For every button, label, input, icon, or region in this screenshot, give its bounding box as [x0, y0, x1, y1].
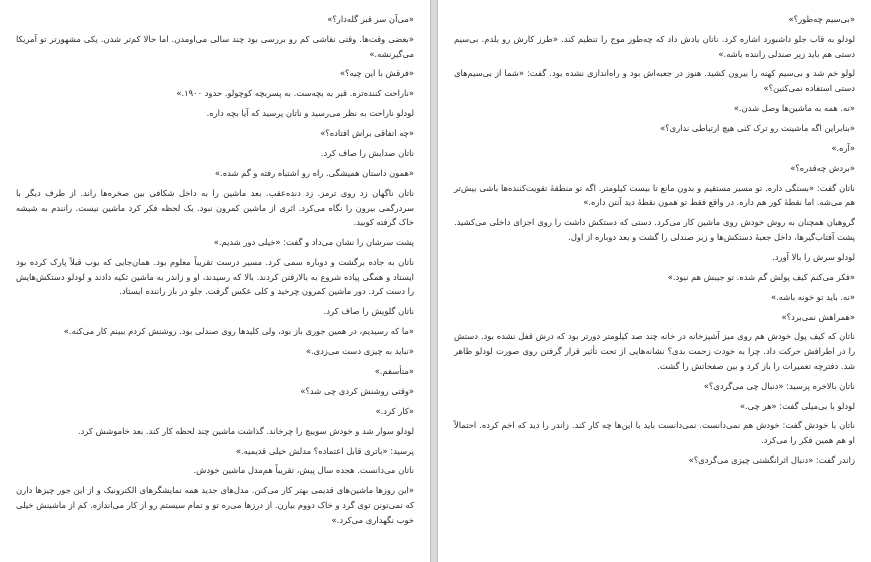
paragraph: «ما که رسیدیم، در همین جوری باز بود، ولی کلیدها روی صندلی بود. روشنش کردم ببینم کار می‌کنه.» — [63, 326, 414, 337]
paragraph: «چه اتفاقی براش افتاده؟» — [320, 128, 414, 139]
paragraph: «بعضی وقت‌ها. وقتی نقاشی کم رو بررسی بود چند سالی می‌اومدن. اما حالا کم‌تر شدن. یکی مشهورتر تو آمریکا می‌گیرنشه.» — [16, 33, 414, 59]
paragraph: «همون داستان همیشگی. راه رو اشتباه رفته و گم شده.» — [214, 167, 414, 178]
paragraph: «کار کرد.» — [375, 405, 414, 416]
paragraph: «نه. باید تو خونه باشه.» — [770, 291, 855, 302]
paragraph: ناتان گفت: «بستگی داره. تو مسیر مستقیم و بدون مانع تا بیست کیلومتر. اگه تو منطقهٔ تقویت‌کننده‌ها باشی بیش‌تر هم می‌شه. اما نقطهٔ کور هم داره. در واقع فقط تو همون نقطهٔ دید آنتن داره.» — [454, 182, 855, 208]
paragraph: لودلو سوار شد و خودش سوییچ را چرخاند. گذاشت ماشین چند لحظه کار کند. بعد خاموشش کرد. — [77, 425, 414, 436]
paragraph: «این روزها ماشین‌های قدیمی بهتر کار می‌کنن. مدل‌های جدید همه نمایشگرهای الکترونیک و از این جور چیزها دارن که نمی‌تونن توی گرد و خاک دووم بیارن. از درزها می‌ره تو و تمام سیستم رو از کار می‌اندازه. کم از ماشینش خیلی خوب نگهداری می‌کرد.» — [16, 485, 414, 525]
paragraph: «فکر می‌کنم کیف پولش گم شده. تو جیبش هم نبود.» — [667, 271, 855, 282]
paragraph: پشت سرشان را نشان می‌داد و گفت: «خیلی دور شدیم.» — [213, 237, 414, 248]
paragraph: «نه. همه به ماشین‌ها وصل شدن.» — [733, 103, 855, 114]
paragraph: پرسید: «باتری قابل اعتماده؟ مدلش خیلی قدیمیه.» — [235, 445, 414, 456]
paragraph: ناتان که کیف پول خودش هم روی میز آشپزخانه در خانه چند صد کیلومتر دورتر بود که درش قفل نشده بود. دستش را در اطرافش حرکت داد. چرا به خودت زحمت بدی؟ نشانه‌هایی از تحت تأثیر قرار گرفتن روی صورت لودلو ظاهر شد. دفترچه تعمیرات را باز کرد و بین صفحاتش را گشت. — [454, 331, 855, 371]
paragraph: «نباید به چیزی دست می‌زدی.» — [305, 346, 414, 357]
paragraph: لودلو سرش را بالا آورد. — [772, 251, 855, 262]
left-page — [0, 0, 431, 562]
paragraph: «متأسفم.» — [374, 365, 414, 376]
paragraph: ناتان صدایش را صاف کرد. — [320, 148, 414, 159]
paragraph: ناتان به جاده برگشت و دوباره سمی کرد. مسیر درست تقریباً معلوم بود. همان‌جایی که بوب قبلاً پارک کرده بود ایستاد و همگی پیاده شروع به بالارفتن کردند. بالا که رسیدند، او و زاندر به ماشین تکیه دادند و لودلو دستکش‌هایش را دست کرد. دور ماشین کمرون چرخید و کلی عکس گرفت. جلو در باز راننده ایستاد. — [16, 257, 414, 297]
paragraph: لودلو ناراحت به نظر می‌رسید و ناتان پرسید که آیا بچه داره. — [206, 108, 414, 119]
paragraph: لودلو به قاب جلو داشبورد اشاره کرد. ناتان یادش داد که چه‌طور موج را تنظیم کند. «طرز کارش رو بلدم. بی‌سیم دستی هم باید زیر صندلی راننده باشه.» — [454, 33, 855, 59]
paragraph: گروهبان همچنان به روش خودش روی ماشین کار می‌کرد. دستی که دستکش داشت را روی اجزای داخلی می‌کشید. پشت آفتاب‌گیرها، داخل جعبهٔ دستکش‌ها و زیر صندلی را گشت و بعد دوباره از اول. — [454, 217, 855, 242]
paragraph: «بنابراین اگه ماشینت رو ترک کنی هیچ ارتباطی نداری؟» — [660, 122, 855, 133]
paragraph: زاندر گفت: «دنبال اثرانگشتی چیزی می‌گردی؟» — [688, 455, 855, 466]
paragraph: «می‌آن سر قبر گله‌دار؟» — [327, 14, 414, 24]
paragraph: ناتان می‌دانست. هجده سال پیش، تقریباً هم‌مدل ماشین خودش. — [193, 465, 414, 476]
paragraph: «ناراحت کننده‌تره. قبر به بچه‌ست. به پسربچه کوچولو. حدود ۱۹۰۰.» — [176, 88, 414, 99]
paragraph: لودلو با بی‌میلی گفت: «هر چی.» — [739, 400, 855, 411]
paragraph: «وقتی روشنش کردی چی شد؟» — [300, 385, 414, 396]
right-page — [437, 0, 871, 562]
paragraph: ناتان گلویش را صاف کرد. — [323, 306, 414, 317]
paragraph: ناتان ناگهان زد روی ترمز. زد دنده‌عقب. بعد ماشین را به داخل شکافی بین صخره‌ها راند. از طرف دیگر با سردرگمی بیرون را نگاه می‌کرد. اثری از ماشین کمرون نبود. یک لحظه فکر کرد ماشین نیست. رانندم به شیشه خاک گرفته کوبید. — [16, 187, 414, 228]
paragraph: «بی‌سیم چه‌طور؟» — [788, 14, 855, 24]
paragraph: ناتان با خودش گفت: خودش هم نمی‌دانست. نمی‌دانست باید با این‌ها چه کار کند. زاندر را دید که اخم کرده. احتمالاً او هم همین فکر را می‌کرد. — [454, 420, 855, 446]
paragraph: «آره.» — [831, 142, 855, 153]
paragraph: «فرقش با این چیه؟» — [339, 68, 414, 79]
paragraph: لولو خم شد و بی‌سیم کهنه را بیرون کشید. هنوز در جعبه‌اش بود و راه‌اندازی نشده بود. گفت: «شما از بی‌سیم‌های دستی استفاده نمی‌کنین؟» — [454, 68, 855, 94]
paragraph: «بردش چه‌قدره؟» — [790, 162, 855, 173]
paragraph: «همراهش نمی‌برد؟» — [781, 311, 855, 322]
paragraph: ناتان بالاخره پرسید: «دنبال چی می‌گردی؟» — [703, 380, 855, 391]
